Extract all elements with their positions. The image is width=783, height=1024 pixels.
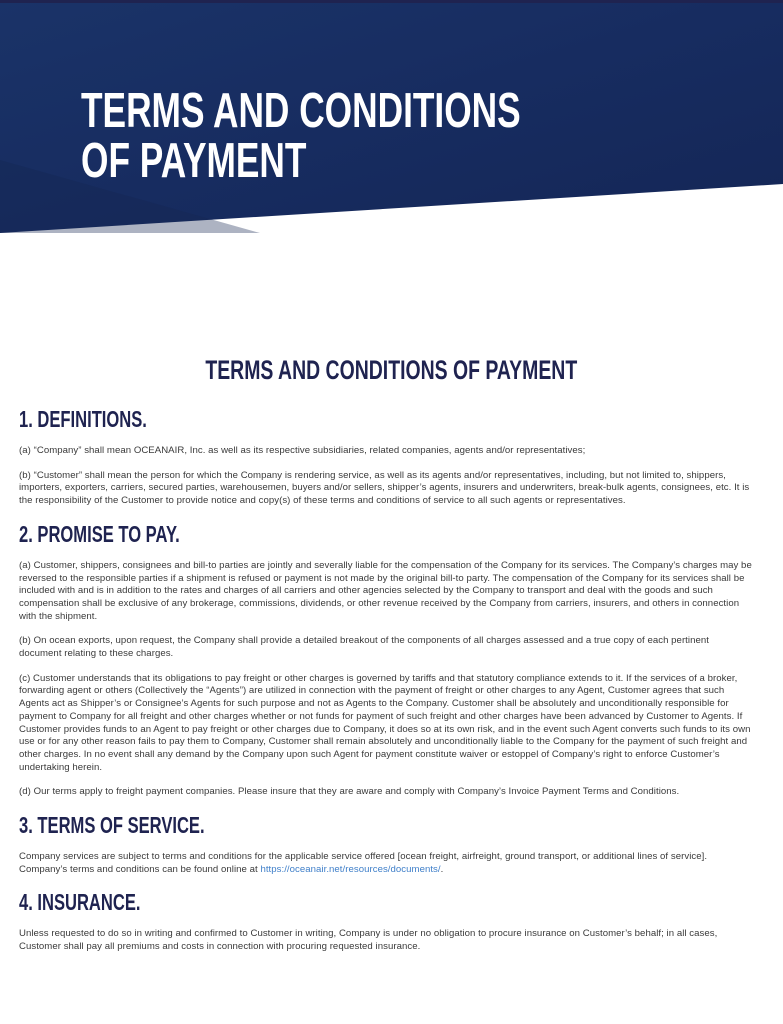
section-heading: 4. INSURANCE. [19,889,141,916]
hero-title-line-2: OF PAYMENT [81,134,307,188]
page-title: TERMS AND CONDITIONS OF PAYMENT [205,355,578,385]
hero-title-line-1: TERMS AND CONDITIONS [81,84,521,138]
paragraph [19,851,754,876]
document-content [19,405,754,966]
section-heading: 1. DEFINITIONS. [19,406,147,432]
paragraph: (a) Customer, shippers, consignees and bill-to parties are jointly and severally liable for the compensation of the Company for its services. The Company’s charges may be reversed to the responsible parties if a shipment is refused or payment is not made by the original bill-to party. The compensation of the Company for its services shall be included with and is in addition to the rates and charges of all carriers and other agencies selected by the Company to transport and deal with the goods and such compensation shall be exclusive of any brokerage, commissions, dividends, or other revenue received by the Company from carriers, insurers, and others in connection with the shipment. [19,559,752,622]
paragraph: Unless requested to do so in writing and confirmed to Customer in writing, Company is under no obligation to procure insurance on Customer’s behalf; in all cases, Customer shall pay all premiums and costs in connection with procuring requested insurance. [19,928,718,953]
section-definitions [19,405,754,508]
paragraph: (d) Our terms apply to freight payment companies. Please insure that they are aware and comply with Company’s Invoice Payment Terms and Conditions. [19,786,680,798]
section-insurance [19,888,754,953]
page-title-container [0,354,783,386]
hero-title [81,86,521,186]
section-heading: 2. PROMISE TO PAY. [19,520,180,547]
paragraph: (b) On ocean exports, upon request, the Company shall provide a detailed breakout of the components of all charges assessed and a true copy of each pertinent document relating to these charges. [19,635,709,660]
paragraph-text: . [440,863,444,875]
paragraph: (a) “Company” shall mean OCEANAIR, Inc. as well as its respective subsidiaries, related companies, agents and/or representatives; [19,445,586,456]
section-heading: 3. TERMS OF SERVICE. [19,812,205,839]
paragraph: (c) Customer understands that its obligations to pay freight or other charges is governed by tariffs and that statutory compliance extends to it. If the services of a broker, forwarding agent or others (Collectively the “Agents”) are utilized in connection with the payment of freight or other charges to any Agent, Customer agrees that such Agents act as Shipper’s or Consignee’s Agents for such purpose and not as Agents to the Company. Customer shall be absolutely and unconditionally responsible for payment to Company for all freight and other charges whether or not funds for payment of such freight and other charges have been advanced by Customer to Agents. If Customer provides funds to an Agent to pay freight or other charges due to Company, it does so at its own risk, and in the event such Agent converts such funds to its own use or for any other reason fails to pay them to Company, Customer shall remain absolutely and unconditionally liable to the Company for the payment of such freight and other charges. In no event shall any demand by the Company upon such Agent for payment constitute waiver or estoppel of Company’s right to enforce Customer’s undertaking herein. [19,672,751,773]
documents-link[interactable]: https://oceanair.net/resources/documents/ [260,863,441,875]
section-terms-of-service [19,811,754,876]
section-promise-to-pay [19,520,754,799]
hero-banner [0,0,783,240]
paragraph: (b) “Customer” shall mean the person for which the Company is rendering service, as well as its agents and/or representatives, including, but not limited to, shippers, importers, exporters, carriers, secured parties, warehousemen, buyers and/or sellers, shipper’s agents, insurers and underwriters, break-bulk agents, consignees, etc. It is the responsibility of the Customer to provide notice and copy(s) of these terms and conditions of service to all such agents or representatives. [19,469,750,507]
paragraph-text: Company services are subject to terms and conditions for the applicable service offered [ocean freight, airfreight, ground transport, or additional lines of service]. Company’s terms and conditions can be found online at [19,851,708,875]
